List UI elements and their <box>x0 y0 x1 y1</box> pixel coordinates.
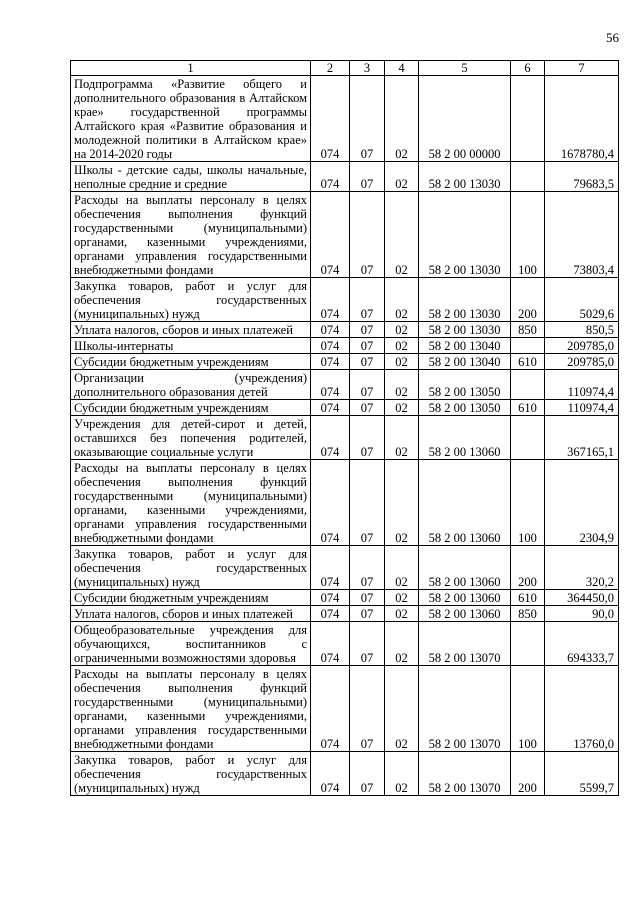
table-row <box>71 622 619 666</box>
expense-type-cell: 850 <box>511 322 545 338</box>
header-cell: 3 <box>350 61 385 76</box>
section-cell: 07 <box>350 354 385 370</box>
table-row <box>71 278 619 322</box>
grbs-code-cell: 074 <box>311 590 350 606</box>
section-cell: 07 <box>350 278 385 322</box>
amount-cell: 5599,7 <box>545 752 619 796</box>
target-article-cell: 58 2 00 13060 <box>419 606 511 622</box>
table-row <box>71 460 619 546</box>
subsection-cell: 02 <box>385 460 419 546</box>
expense-type-cell: 850 <box>511 606 545 622</box>
expense-type-cell: 100 <box>511 460 545 546</box>
grbs-code-cell: 074 <box>311 460 350 546</box>
header-row <box>71 61 619 76</box>
grbs-code-cell: 074 <box>311 76 350 162</box>
amount-cell: 110974,4 <box>545 400 619 416</box>
amount-cell: 694333,7 <box>545 622 619 666</box>
row-name-cell: Организации (учреждения) дополнительного образования детей <box>71 370 311 400</box>
subsection-cell: 02 <box>385 278 419 322</box>
expense-type-cell: 200 <box>511 752 545 796</box>
amount-cell: 364450,0 <box>545 590 619 606</box>
table-row <box>71 370 619 400</box>
subsection-cell: 02 <box>385 354 419 370</box>
target-article-cell: 58 2 00 13030 <box>419 192 511 278</box>
grbs-code-cell: 074 <box>311 370 350 400</box>
header-cell: 7 <box>545 61 619 76</box>
expense-type-cell <box>511 622 545 666</box>
subsection-cell: 02 <box>385 606 419 622</box>
header-cell: 5 <box>419 61 511 76</box>
amount-cell: 850,5 <box>545 322 619 338</box>
target-article-cell: 58 2 00 13060 <box>419 460 511 546</box>
row-name-cell: Закупка товаров, работ и услуг для обеспечения государственных (муниципальных) нужд <box>71 546 311 590</box>
section-cell: 07 <box>350 322 385 338</box>
subsection-cell: 02 <box>385 666 419 752</box>
target-article-cell: 58 2 00 13070 <box>419 622 511 666</box>
table-row <box>71 546 619 590</box>
expense-type-cell: 610 <box>511 400 545 416</box>
grbs-code-cell: 074 <box>311 666 350 752</box>
amount-cell: 79683,5 <box>545 162 619 192</box>
subsection-cell: 02 <box>385 416 419 460</box>
amount-cell: 209785,0 <box>545 338 619 354</box>
header-cell: 2 <box>311 61 350 76</box>
grbs-code-cell: 074 <box>311 278 350 322</box>
subsection-cell: 02 <box>385 192 419 278</box>
section-cell: 07 <box>350 192 385 278</box>
target-article-cell: 58 2 00 13070 <box>419 752 511 796</box>
table-row <box>71 606 619 622</box>
row-name-cell: Уплата налогов, сборов и иных платежей <box>71 322 311 338</box>
subsection-cell: 02 <box>385 338 419 354</box>
subsection-cell: 02 <box>385 370 419 400</box>
section-cell: 07 <box>350 590 385 606</box>
grbs-code-cell: 074 <box>311 338 350 354</box>
expense-type-cell: 610 <box>511 354 545 370</box>
target-article-cell: 58 2 00 13060 <box>419 546 511 590</box>
grbs-code-cell: 074 <box>311 416 350 460</box>
table-row <box>71 192 619 278</box>
amount-cell: 320,2 <box>545 546 619 590</box>
expense-type-cell <box>511 338 545 354</box>
grbs-code-cell: 074 <box>311 622 350 666</box>
grbs-code-cell: 074 <box>311 354 350 370</box>
row-name-cell: Школы - детские сады, школы начальные, неполные средние и средние <box>71 162 311 192</box>
section-cell: 07 <box>350 666 385 752</box>
target-article-cell: 58 2 00 13050 <box>419 370 511 400</box>
table-row <box>71 416 619 460</box>
amount-cell: 110974,4 <box>545 370 619 400</box>
header-cell: 4 <box>385 61 419 76</box>
table-row <box>71 666 619 752</box>
amount-cell: 209785,0 <box>545 354 619 370</box>
budget-table <box>70 60 619 796</box>
target-article-cell: 58 2 00 13030 <box>419 162 511 192</box>
target-article-cell: 58 2 00 13060 <box>419 416 511 460</box>
section-cell: 07 <box>350 370 385 400</box>
expense-type-cell <box>511 76 545 162</box>
grbs-code-cell: 074 <box>311 606 350 622</box>
section-cell: 07 <box>350 622 385 666</box>
target-article-cell: 58 2 00 13070 <box>419 666 511 752</box>
grbs-code-cell: 074 <box>311 400 350 416</box>
amount-cell: 90,0 <box>545 606 619 622</box>
row-name-cell: Учреждения для детей-сирот и детей, оставшихся без попечения родителей, оказывающие социальные услуги <box>71 416 311 460</box>
subsection-cell: 02 <box>385 162 419 192</box>
section-cell: 07 <box>350 338 385 354</box>
grbs-code-cell: 074 <box>311 162 350 192</box>
row-name-cell: Расходы на выплаты персоналу в целях обеспечения выполнения функций государственными (муниципальными) органами, казенными учреждениями, органами управления государственными внебюджетными фондами <box>71 666 311 752</box>
grbs-code-cell: 074 <box>311 546 350 590</box>
row-name-cell: Расходы на выплаты персоналу в целях обеспечения выполнения функций государственными (муниципальными) органами, казенными учреждениями, органами управления государственными внебюджетными фондами <box>71 192 311 278</box>
row-name-cell: Субсидии бюджетным учреждениям <box>71 400 311 416</box>
table-body <box>71 76 619 796</box>
table-row <box>71 590 619 606</box>
expense-type-cell <box>511 162 545 192</box>
grbs-code-cell: 074 <box>311 322 350 338</box>
grbs-code-cell: 074 <box>311 192 350 278</box>
section-cell: 07 <box>350 400 385 416</box>
target-article-cell: 58 2 00 13060 <box>419 590 511 606</box>
section-cell: 07 <box>350 752 385 796</box>
subsection-cell: 02 <box>385 546 419 590</box>
expense-type-cell: 610 <box>511 590 545 606</box>
header-cell: 1 <box>71 61 311 76</box>
row-name-cell: Школы-интернаты <box>71 338 311 354</box>
amount-cell: 367165,1 <box>545 416 619 460</box>
target-article-cell: 58 2 00 13030 <box>419 322 511 338</box>
row-name-cell: Субсидии бюджетным учреждениям <box>71 354 311 370</box>
row-name-cell: Закупка товаров, работ и услуг для обеспечения государственных (муниципальных) нужд <box>71 278 311 322</box>
subsection-cell: 02 <box>385 752 419 796</box>
target-article-cell: 58 2 00 13040 <box>419 338 511 354</box>
expense-type-cell: 200 <box>511 546 545 590</box>
expense-type-cell: 100 <box>511 192 545 278</box>
amount-cell: 13760,0 <box>545 666 619 752</box>
target-article-cell: 58 2 00 13050 <box>419 400 511 416</box>
header-cell: 6 <box>511 61 545 76</box>
table-row <box>71 354 619 370</box>
section-cell: 07 <box>350 460 385 546</box>
subsection-cell: 02 <box>385 590 419 606</box>
section-cell: 07 <box>350 76 385 162</box>
row-name-cell: Уплата налогов, сборов и иных платежей <box>71 606 311 622</box>
target-article-cell: 58 2 00 13040 <box>419 354 511 370</box>
amount-cell: 2304,9 <box>545 460 619 546</box>
section-cell: 07 <box>350 162 385 192</box>
expense-type-cell: 100 <box>511 666 545 752</box>
row-name-cell: Подпрограмма «Развитие общего и дополнительного образования в Алтайском крае» государственной программы Алтайского края «Развитие образования и молодежной политики в Алтайском крае» на 2014-2020 годы <box>71 76 311 162</box>
target-article-cell: 58 2 00 00000 <box>419 76 511 162</box>
subsection-cell: 02 <box>385 622 419 666</box>
row-name-cell: Расходы на выплаты персоналу в целях обеспечения выполнения функций государственными (муниципальными) органами, казенными учреждениями, органами управления государственными внебюджетными фондами <box>71 460 311 546</box>
subsection-cell: 02 <box>385 76 419 162</box>
section-cell: 07 <box>350 416 385 460</box>
section-cell: 07 <box>350 546 385 590</box>
target-article-cell: 58 2 00 13030 <box>419 278 511 322</box>
amount-cell: 73803,4 <box>545 192 619 278</box>
expense-type-cell: 200 <box>511 278 545 322</box>
page-number: 56 <box>606 30 619 45</box>
subsection-cell: 02 <box>385 400 419 416</box>
row-name-cell: Субсидии бюджетным учреждениям <box>71 590 311 606</box>
table-row <box>71 162 619 192</box>
subsection-cell: 02 <box>385 322 419 338</box>
grbs-code-cell: 074 <box>311 752 350 796</box>
expense-type-cell <box>511 370 545 400</box>
table-row <box>71 400 619 416</box>
table-row <box>71 338 619 354</box>
amount-cell: 5029,6 <box>545 278 619 322</box>
expense-type-cell <box>511 416 545 460</box>
amount-cell: 1678780,4 <box>545 76 619 162</box>
row-name-cell: Общеобразовательные учреждения для обучающихся, воспитанников с ограниченными возможностями здоровья <box>71 622 311 666</box>
row-name-cell: Закупка товаров, работ и услуг для обеспечения государственных (муниципальных) нужд <box>71 752 311 796</box>
section-cell: 07 <box>350 606 385 622</box>
table-row <box>71 322 619 338</box>
table-row <box>71 76 619 162</box>
table-row <box>71 752 619 796</box>
